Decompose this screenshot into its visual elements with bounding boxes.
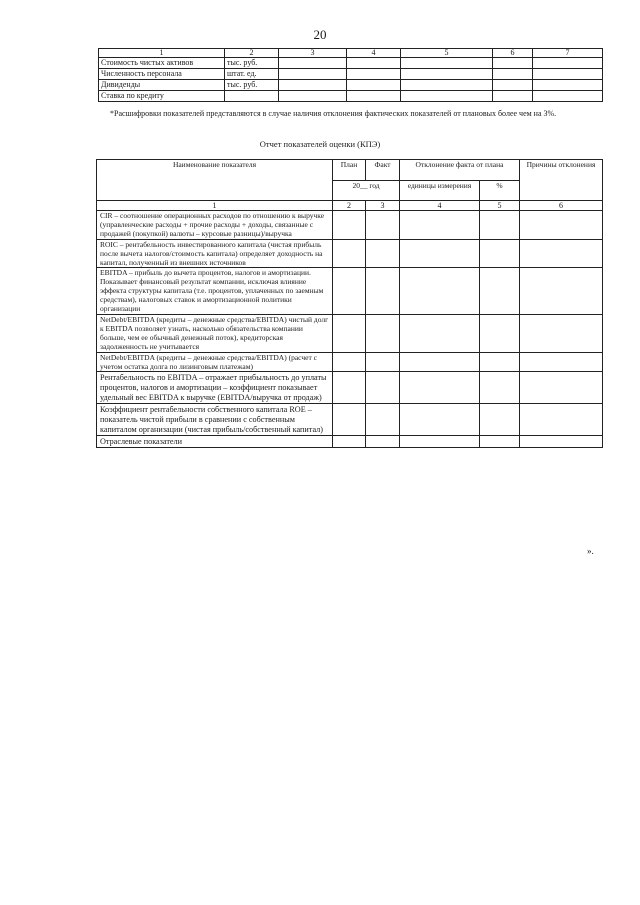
indicator-unit: тыс. руб. bbox=[225, 58, 279, 69]
column-number: 2 bbox=[333, 201, 366, 211]
table-row bbox=[99, 58, 603, 69]
table-row bbox=[97, 436, 603, 448]
table-row bbox=[99, 91, 603, 102]
report-title: Отчет показателей оценки (КПЭ) bbox=[259, 139, 381, 149]
column-numbers-row bbox=[97, 201, 603, 211]
indicator-unit bbox=[225, 91, 279, 102]
indicators-table bbox=[98, 48, 603, 102]
year-header: 20__ год bbox=[333, 180, 400, 201]
column-number: 5 bbox=[401, 49, 493, 58]
kpi-name: NetDebt/EBITDA (кредиты – денежные средства/EBITDA) (расчет с учетом остатка долга по лизинговым платежам) bbox=[97, 352, 333, 372]
kpi-name: CIR – соотношение операционных расходов по отношению к выручке (управленческие расходы + прочие расходы + доходы, связанные с продажей (покупкой) валюты – курсовые разницы)/выручка bbox=[97, 211, 333, 240]
column-number: 1 bbox=[97, 201, 333, 211]
plan-header: План bbox=[333, 160, 366, 181]
indicator-header: Наименование показателя bbox=[97, 160, 333, 201]
column-number: 7 bbox=[533, 49, 603, 58]
units-header: единицы измерения bbox=[400, 180, 480, 201]
footnote: *Расшифровки показателей представляются в случае наличия отклонения фактических показателей от плановых более чем на 3%. bbox=[110, 109, 557, 118]
column-number: 6 bbox=[520, 201, 603, 211]
table-row bbox=[97, 268, 603, 315]
indicator-name: Стоимость чистых активов bbox=[99, 58, 225, 69]
table-row bbox=[97, 404, 603, 436]
indicator-unit: штат. ед. bbox=[225, 69, 279, 80]
kpi-name: EBITDA – прибыль до вычета процентов, налогов и амортизации. Показывает финансовый результат компании, исключая влияние эффекта структуры капитала (т.е. процентов, уплаченных по заемным средствам), налоговых ставок и амортизационной политики организации bbox=[97, 268, 333, 315]
kpi-name: ROIC – рентабельность инвестированного капитала (чистая прибыль после вычета налогов/стоимость капитала) определяет доходность на капитал, полученный из внешних источников bbox=[97, 239, 333, 268]
column-number: 3 bbox=[366, 201, 400, 211]
table-row bbox=[97, 211, 603, 240]
kpi-name: NetDebt/EBITDA (кредиты – денежные средства/EBITDA) чистый долг к EBITDA позволяет узнать, насколько обязательства компании больше, чем ее обычный денежный поток), кредиторская задолженность не учитывается bbox=[97, 314, 333, 352]
column-number: 3 bbox=[279, 49, 347, 58]
kpi-name: Коэффициент рентабельности собственного капитала ROE – показатель чистой прибыли в сравнении с собственным капиталом организации (чистая прибыль/собственный капитал) bbox=[97, 404, 333, 436]
table-row bbox=[99, 80, 603, 91]
table-row bbox=[97, 372, 603, 404]
kpi-name: Рентабельность по EBITDA – отражает прибыльность до уплаты процентов, налогов и амортизации – коэффициент показывает удельный вес EBITDA к выручке (EBITDA/выручка от продаж) bbox=[97, 372, 333, 404]
indicator-unit: тыс. руб. bbox=[225, 80, 279, 91]
column-number: 4 bbox=[347, 49, 401, 58]
table-row bbox=[97, 314, 603, 352]
table-row bbox=[97, 239, 603, 268]
kpi-header-row bbox=[97, 160, 603, 181]
column-number: 4 bbox=[400, 201, 480, 211]
indicator-name: Ставка по кредиту bbox=[99, 91, 225, 102]
column-number: 5 bbox=[480, 201, 520, 211]
column-number: 2 bbox=[225, 49, 279, 58]
reasons-header: Причины отклонения bbox=[520, 160, 603, 201]
kpi-table bbox=[96, 159, 603, 448]
fact-header: Факт bbox=[366, 160, 400, 181]
indicator-name: Численность персонала bbox=[99, 69, 225, 80]
column-number: 1 bbox=[99, 49, 225, 58]
percent-header: % bbox=[480, 180, 520, 201]
column-number: 6 bbox=[493, 49, 533, 58]
table-row bbox=[97, 352, 603, 372]
indicators-header-row bbox=[99, 49, 603, 58]
table-row bbox=[99, 69, 603, 80]
closing-quote: ». bbox=[587, 546, 594, 556]
indicator-name: Дивиденды bbox=[99, 80, 225, 91]
kpi-name: Отраслевые показатели bbox=[97, 436, 333, 448]
page-number: 20 bbox=[313, 27, 327, 42]
deviation-header: Отклонение факта от плана bbox=[400, 160, 520, 181]
